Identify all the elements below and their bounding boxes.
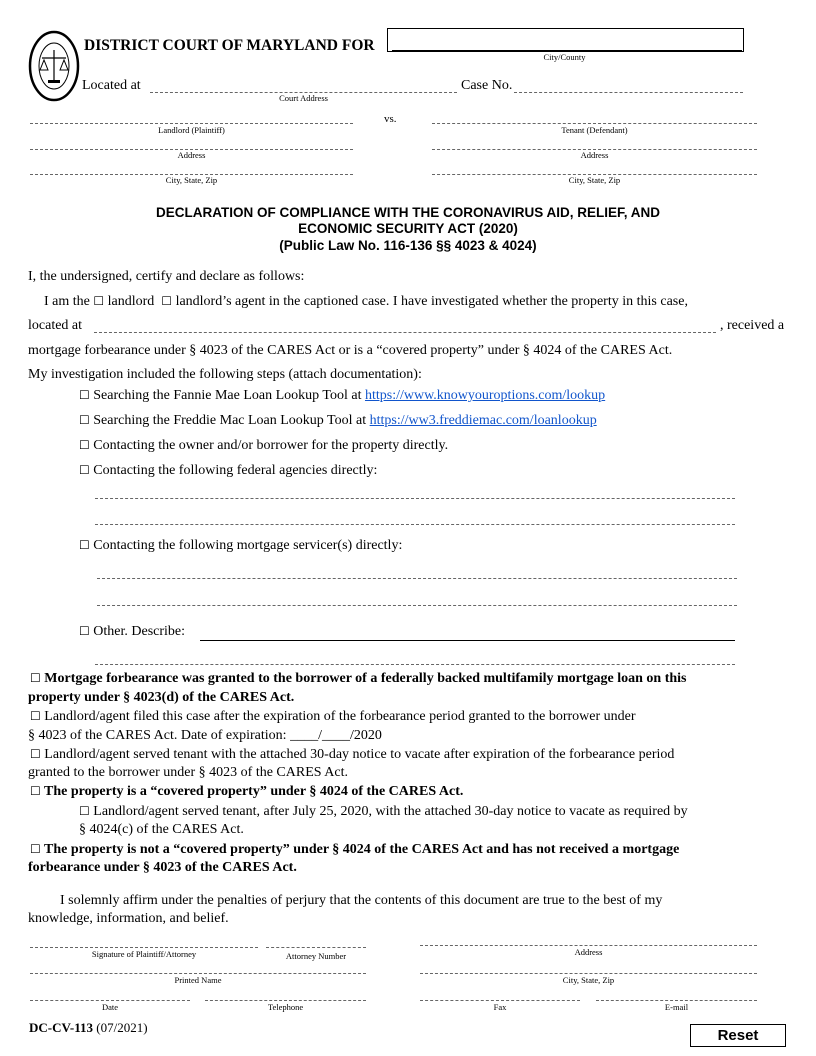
tenant-label: Tenant (Defendant) xyxy=(561,125,628,135)
email-label: E-mail xyxy=(664,1002,689,1012)
vs-label: vs. xyxy=(384,113,397,125)
telephone-field[interactable] xyxy=(205,1000,366,1001)
intro-text: I, the undersigned, certify and declare as follows: xyxy=(28,269,305,284)
i-am-the-text: I am the xyxy=(44,294,90,309)
covered-property-text: The property is a “covered property” under § 4024 of the CARES Act. xyxy=(44,784,464,799)
signer-address-field[interactable] xyxy=(420,945,757,946)
document-title-line1: DECLARATION OF COMPLIANCE WITH THE CORONAVIRUS AID, RELIEF, AND xyxy=(156,205,660,220)
affirm-text-2: knowledge, information, and belief. xyxy=(28,911,229,926)
other-checkbox[interactable]: ☐ xyxy=(79,624,90,638)
document-title-line3: (Public Law No. 116-136 §§ 4023 & 4024) xyxy=(279,238,537,253)
agent-option-label: landlord’s agent in the captioned case. I have investigated whether the property in this case, xyxy=(175,294,688,309)
signature-label: Signature of Plaintiff/Attorney xyxy=(91,949,197,959)
fax-label: Fax xyxy=(493,1002,507,1012)
tenant-address-label: Address xyxy=(580,150,609,160)
city-county-underline xyxy=(392,50,742,51)
email-field[interactable] xyxy=(596,1000,757,1001)
form-id: DC-CV-113 xyxy=(29,1020,94,1035)
fannie-text: Searching the Fannie Mae Loan Lookup Tool at xyxy=(93,388,362,403)
date-field[interactable] xyxy=(30,1000,190,1001)
received-text: , received a xyxy=(720,318,785,333)
served-covered-checkbox[interactable]: ☐ xyxy=(79,804,90,818)
signature-field[interactable] xyxy=(30,947,258,948)
landlord-city-label: City, State, Zip xyxy=(165,175,218,185)
signer-address-label: Address xyxy=(574,947,603,957)
not-covered-text-2: forbearance under § 4023 of the CARES Act. xyxy=(28,860,297,875)
property-address-field[interactable] xyxy=(94,332,716,333)
servicer-checkbox[interactable]: ☐ xyxy=(79,538,90,552)
federal-agencies-field-2[interactable] xyxy=(95,524,735,525)
city-county-label: City/County xyxy=(543,52,586,62)
printed-name-field[interactable] xyxy=(30,973,366,974)
not-covered-text-1: The property is not a “covered property” under § 4024 of the CARES Act and has not received a mortgage xyxy=(44,842,680,857)
landlord-option-label: landlord xyxy=(107,294,155,309)
forbearance-granted-text-2: property under § 4023(d) of the CARES Act. xyxy=(28,690,295,705)
federal-checkbox[interactable]: ☐ xyxy=(79,463,90,477)
reset-button[interactable]: Reset xyxy=(690,1024,786,1047)
owner-checkbox[interactable]: ☐ xyxy=(79,438,90,452)
case-no-label: Case No. xyxy=(461,78,513,93)
federal-agencies-field-1[interactable] xyxy=(95,498,735,499)
freddie-text: Searching the Freddie Mac Loan Lookup Tool at xyxy=(93,413,367,428)
landlord-label: Landlord (Plaintiff) xyxy=(158,125,225,135)
form-date: (07/2021) xyxy=(96,1020,148,1035)
servicer-field-2[interactable] xyxy=(97,605,737,606)
served-notice-checkbox[interactable]: ☐ xyxy=(30,747,41,761)
freddie-link[interactable]: https://ww3.freddiemac.com/loanlookup xyxy=(369,413,597,428)
agent-checkbox[interactable]: ☐ xyxy=(161,294,173,308)
forbearance-granted-checkbox[interactable]: ☐ xyxy=(30,671,41,685)
landlord-checkbox[interactable]: ☐ xyxy=(93,294,105,308)
document-title-line2: ECONOMIC SECURITY ACT (2020) xyxy=(298,221,518,236)
landlord-field[interactable] xyxy=(30,123,353,124)
filed-after-text-1: Landlord/agent filed this case after the expiration of the forbearance period granted to the borrower under xyxy=(44,709,636,724)
fannie-link[interactable]: https://www.knowyouroptions.com/lookup xyxy=(364,388,606,403)
served-covered-text-2: § 4024(c) of the CARES Act. xyxy=(79,822,244,837)
court-seal-icon xyxy=(28,30,80,102)
tenant-field[interactable] xyxy=(432,123,757,124)
printed-name-label: Printed Name xyxy=(174,975,222,985)
mortgage-statement: mortgage forbearance under § 4023 of the CARES Act or is a “covered property” under § 4024 of the CARES Act. xyxy=(28,343,673,358)
fax-field[interactable] xyxy=(420,1000,580,1001)
other-describe-field-1[interactable] xyxy=(200,640,735,641)
tenant-city-label: City, State, Zip xyxy=(568,175,621,185)
fannie-checkbox[interactable]: ☐ xyxy=(79,388,90,402)
other-text: Other. Describe: xyxy=(93,624,186,639)
telephone-label: Telephone xyxy=(267,1002,304,1012)
signer-city-field[interactable] xyxy=(420,973,757,974)
case-no-field[interactable] xyxy=(514,92,743,93)
served-notice-text-2: granted to the borrower under § 4023 of the CARES Act. xyxy=(28,765,348,780)
freddie-checkbox[interactable]: ☐ xyxy=(79,413,90,427)
affirm-text-1: I solemnly affirm under the penalties of perjury that the contents of this document are true to the best of my xyxy=(60,893,663,908)
covered-property-checkbox[interactable]: ☐ xyxy=(30,784,41,798)
filed-after-checkbox[interactable]: ☐ xyxy=(30,709,41,723)
served-covered-text-1: Landlord/agent served tenant, after July 25, 2020, with the attached 30-day notice to vacate as required by xyxy=(93,804,688,819)
investigation-text: My investigation included the following steps (attach documentation): xyxy=(28,367,422,382)
served-notice-text-1: Landlord/agent served tenant with the attached 30-day notice to vacate after expiration of the forbearance period xyxy=(44,747,675,762)
signer-city-label: City, State, Zip xyxy=(562,975,615,985)
landlord-address-label: Address xyxy=(177,150,206,160)
forbearance-granted-text-1: Mortgage forbearance was granted to the borrower of a federally backed multifamily mortgage loan on this xyxy=(44,671,687,686)
located-at-property-label: located at xyxy=(28,318,83,333)
court-address-label: Court Address xyxy=(279,93,328,103)
servicer-field-1[interactable] xyxy=(97,578,737,579)
attorney-number-label: Attorney Number xyxy=(285,951,347,961)
not-covered-checkbox[interactable]: ☐ xyxy=(30,842,41,856)
attorney-number-field[interactable] xyxy=(266,947,366,948)
other-describe-field-2[interactable] xyxy=(95,664,735,665)
owner-text: Contacting the owner and/or borrower for the property directly. xyxy=(93,438,449,453)
located-at-label: Located at xyxy=(82,78,141,93)
court-title: DISTRICT COURT OF MARYLAND FOR xyxy=(84,37,375,54)
federal-text: Contacting the following federal agencies directly: xyxy=(93,463,378,478)
date-label: Date xyxy=(101,1002,119,1012)
city-county-field[interactable] xyxy=(387,28,744,52)
servicer-text: Contacting the following mortgage servicer(s) directly: xyxy=(93,538,403,553)
filed-after-text-2: § 4023 of the CARES Act. Date of expiration: ____/____/2020 xyxy=(28,728,382,743)
